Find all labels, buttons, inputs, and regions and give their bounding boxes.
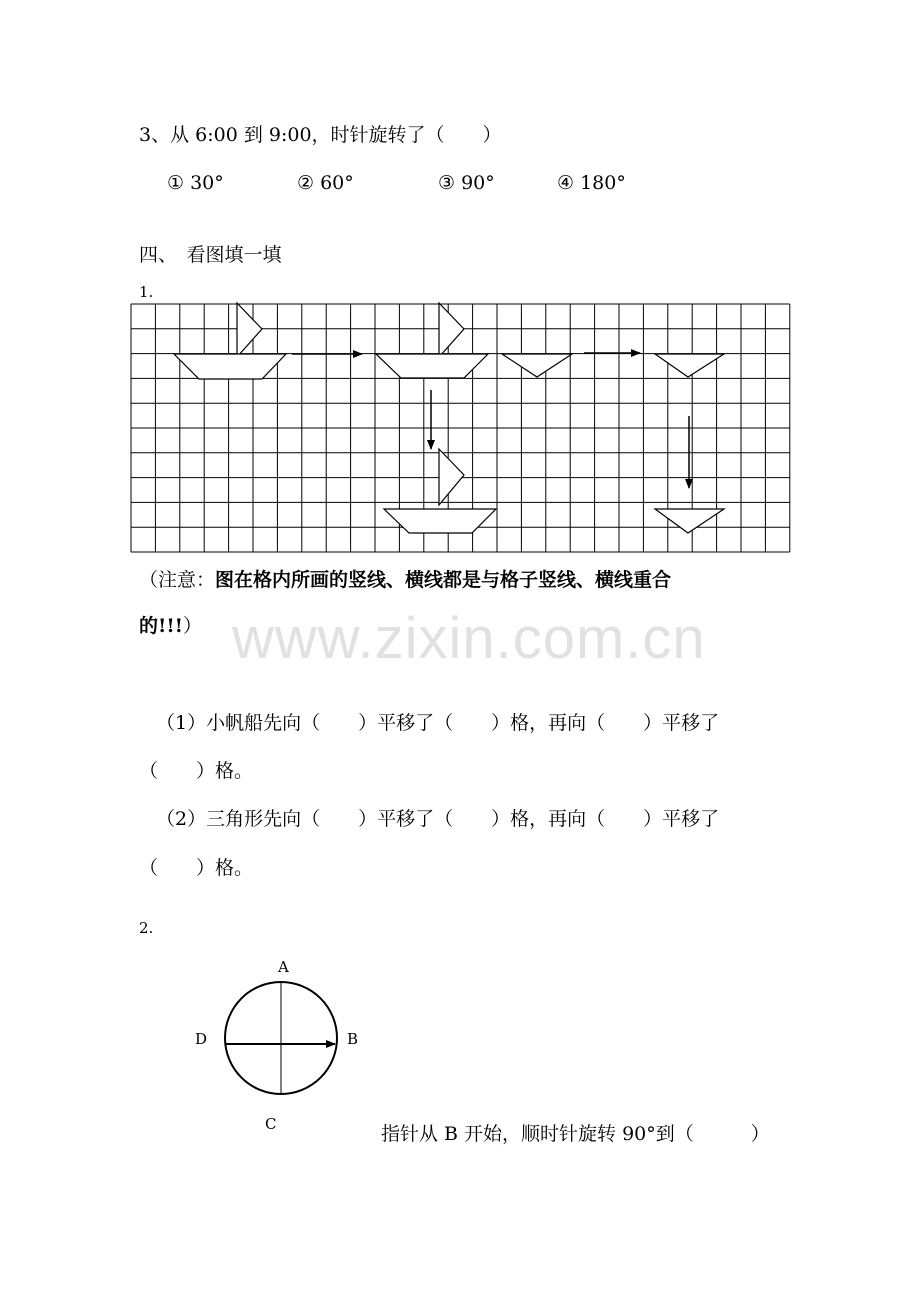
label-a: A: [278, 958, 289, 976]
q3-question: 3、从 6:00 到 9:00，时针旋转了（ ）: [139, 124, 502, 146]
note-open: （注意：: [139, 569, 216, 591]
problem-1-number: 1.: [139, 283, 154, 301]
label-b: B: [347, 1030, 359, 1048]
q3-option-4: ④ 180°: [557, 172, 626, 194]
q3-option-2: ② 60°: [297, 172, 354, 194]
note-close: ）: [183, 615, 203, 637]
watermark: www.zixin.com.cn: [232, 606, 706, 671]
label-c: C: [265, 1115, 277, 1133]
subquestion-2-line-2: （ ）格。: [139, 857, 254, 879]
subquestion-2-line-1: （2）三角形先向（ ）平移了（ ）格，再向（ ）平移了: [156, 808, 720, 830]
label-d: D: [195, 1030, 208, 1048]
subquestion-1-line-1: （1）小帆船先向（ ）平移了（ ）格，再向（ ）平移了: [156, 712, 720, 734]
q3-option-1: ① 30°: [167, 172, 224, 194]
subquestion-1-line-2: （ ）格。: [139, 760, 254, 782]
note-bold-line-1: 图在格内所画的竖线、横线都是与格子竖线、横线重合: [215, 569, 672, 591]
note-bold-line-2: 的!!!: [139, 615, 184, 637]
problem-2-number: 2.: [139, 919, 154, 937]
q3-option-3: ③ 90°: [438, 172, 495, 194]
section-heading: 四、 看图填一填: [139, 244, 282, 266]
rotation-question: 指针从 B 开始，顺时针旋转 90°到（ ）: [381, 1123, 770, 1145]
